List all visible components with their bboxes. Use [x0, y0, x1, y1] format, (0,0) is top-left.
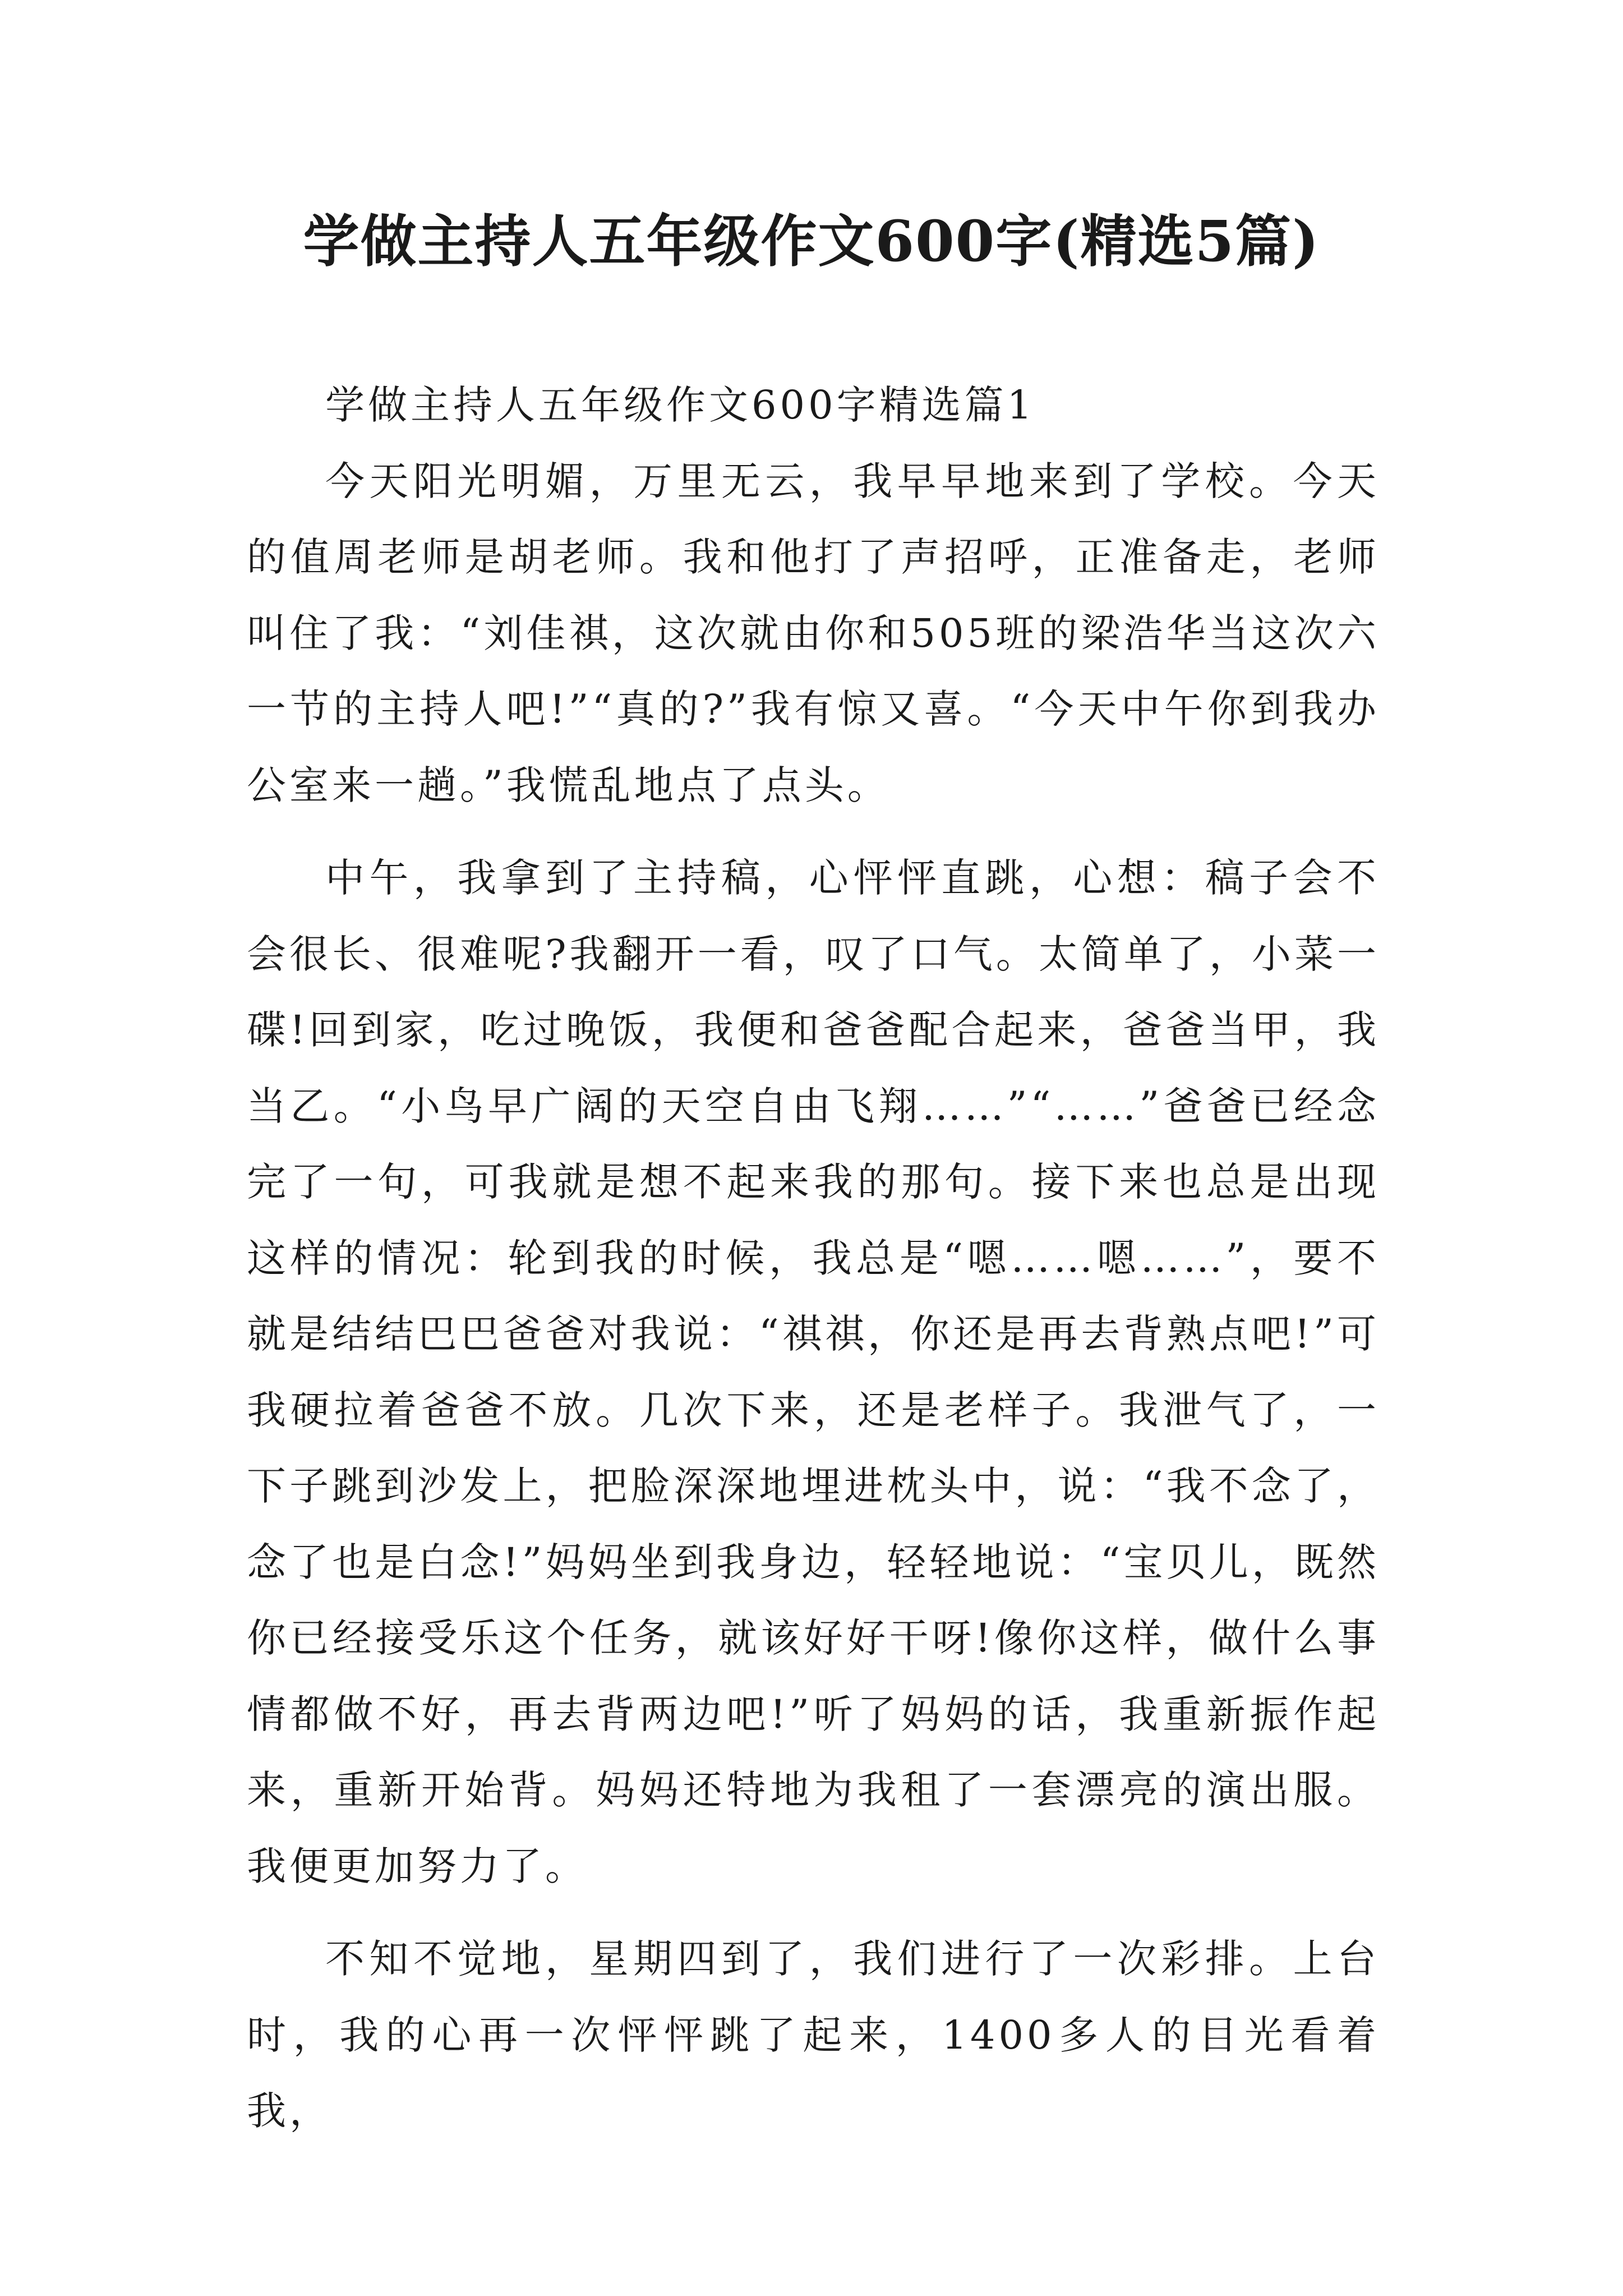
section-heading: 学做主持人五年级作文600字精选篇1 — [325, 382, 1036, 428]
paragraph: 中午，我拿到了主持稿，心怦怦直跳，心想：稿子会不会很长、很难呢?我翻开一看，叹了口气。太简单了，小菜一碟!回到家，吃过晚饭，我便和爸爸配合起来，爸爸当甲，我当乙。“小鸟早广阔的天空自由飞翔……”“……”爸爸已经念完了一句，可我就是想不起来我的那句。接下来也总是出现这样的情况：轮到我的时候，我总是“嗯……嗯……”，要不就是结结巴巴爸爸对我说：“祺祺，你还是再去背熟点吧!”可我硬拉着爸爸不放。几次下来，还是老样子。我泄气了，一下子跳到沙发上，把脸深深地埋进枕头中，说：“我不念了，念了也是白念!”妈妈坐到我身边，轻轻地说：“宝贝儿，既然你已经接受乐这个任务，就该好好干呀!像你这样，做什么事情都做不好，再去背两边吧!”听了妈妈的话，我重新振作起来，重新开始背。妈妈还特地为我租了一套漂亮的演出服。我便更加努力了。 — [247, 855, 1380, 1889]
document-body — [247, 367, 1380, 2150]
paragraph: 今天阳光明媚，万里无云，我早早地来到了学校。今天的值周老师是胡老师。我和他打了声招呼，正准备走，老师叫住了我：“刘佳祺，这次就由你和505班的梁浩华当这次六一节的主持人吧!”“真的?”我有惊又喜。“今天中午你到我办公室来一趟。”我慌乱地点了点头。 — [247, 458, 1380, 808]
paragraph: 不知不觉地，星期四到了，我们进行了一次彩排。上台时，我的心再一次怦怦跳了起来，1400多人的目光看着我， — [247, 1936, 1380, 2134]
document-title: 学做主持人五年级作文600字(精选5篇) — [303, 208, 1320, 274]
